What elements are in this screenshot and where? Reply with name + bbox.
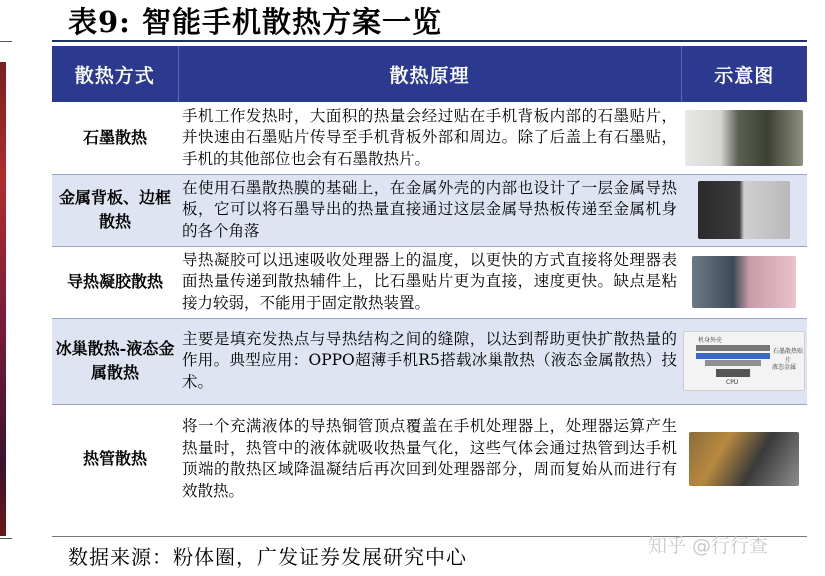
left-page-rule: [0, 41, 12, 42]
illustration-cell: [681, 404, 807, 514]
description-cell: 主要是填充发热点与导热结构之间的缝隙，以达到帮助更快扩散热量的作用。典型应用：OPPO超薄手机R5搭载冰巢散热（液态金属散热）技术。: [178, 318, 681, 404]
table-row: [52, 246, 807, 318]
table-row: [52, 404, 807, 514]
table-row: [52, 174, 807, 246]
diagram-label-metal: 液态金属: [772, 364, 797, 371]
description-cell: 手机工作发热时，大面积的热量会经过贴在手机背板内部的石墨贴片，并快速由石墨贴片传导至手机背板外部和周边。除了后盖上有石墨贴，手机的其他部位也会有石墨散热片。: [178, 102, 681, 174]
diagram-cpu-block: [716, 369, 750, 377]
left-page-rule-bottom: [0, 538, 12, 539]
metal-backplate-image: [698, 181, 790, 239]
cooling-solutions-table: [52, 46, 807, 514]
illustration-cell: [681, 174, 807, 246]
watermark: 知乎 @行行查: [648, 535, 769, 557]
method-cell: 热管散热: [52, 404, 178, 514]
graphite-sheet-image: [685, 110, 803, 166]
description-cell: 在使用石墨散热膜的基础上，在金属外壳的内部也设计了一层金属导热板，它可以将石墨导出的热量直接通过这层金属导热板传递至金属机身的各个角落: [178, 174, 681, 246]
page-title: 表9: 智能手机散热方案一览: [68, 5, 442, 39]
heat-pipe-image: [689, 432, 799, 486]
left-page-edge-image: [0, 62, 6, 536]
header-illustration: 示意图: [681, 46, 807, 102]
header-principle: 散热原理: [178, 46, 681, 102]
table-row: [52, 102, 807, 174]
diagram-graphite-layer: [696, 353, 770, 359]
method-cell: 石墨散热: [52, 102, 178, 174]
illustration-cell: [681, 102, 807, 174]
description-cell: 导热凝胶可以迅速吸收处理器上的温度，以更快的方式直接将处理器表面热量传递到散热辅件上，比石墨贴片更为直接，速度更快。缺点是粘接力较弱，不能用于固定散热装置。: [178, 246, 681, 318]
header-method: 散热方式: [52, 46, 178, 102]
diagram-label-cpu: CPU: [726, 379, 739, 386]
illustration-cell: [681, 318, 807, 404]
diagram-label-graphite: 石墨散热贴片: [772, 348, 803, 364]
diagram-metal-layer: [705, 360, 761, 366]
liquid-metal-diagram: [683, 331, 805, 391]
source-note: 数据来源：粉体圈，广发证券发展研究中心: [68, 545, 467, 569]
illustration-cell: [681, 246, 807, 318]
diagram-label-shell: 机身外壳: [698, 337, 723, 344]
method-cell: 导热凝胶散热: [52, 246, 178, 318]
description-cell: 将一个充满液体的导热铜管顶点覆盖在手机处理器上，处理器运算产生热量时，热管中的液体就吸收热量气化，这些气体会通过热管到达手机顶端的散热区域降温凝结后再次回到处理器部分，周而复始从而进行有效散热。: [178, 404, 681, 514]
method-cell: 金属背板、边框散热: [52, 174, 178, 246]
title-rule: [52, 40, 807, 42]
diagram-shell-layer: [696, 345, 770, 351]
thermal-gel-image: [692, 256, 796, 308]
method-cell: 冰巢散热-液态金属散热: [52, 318, 178, 404]
table-header-row: [52, 46, 807, 102]
table-row: [52, 318, 807, 404]
